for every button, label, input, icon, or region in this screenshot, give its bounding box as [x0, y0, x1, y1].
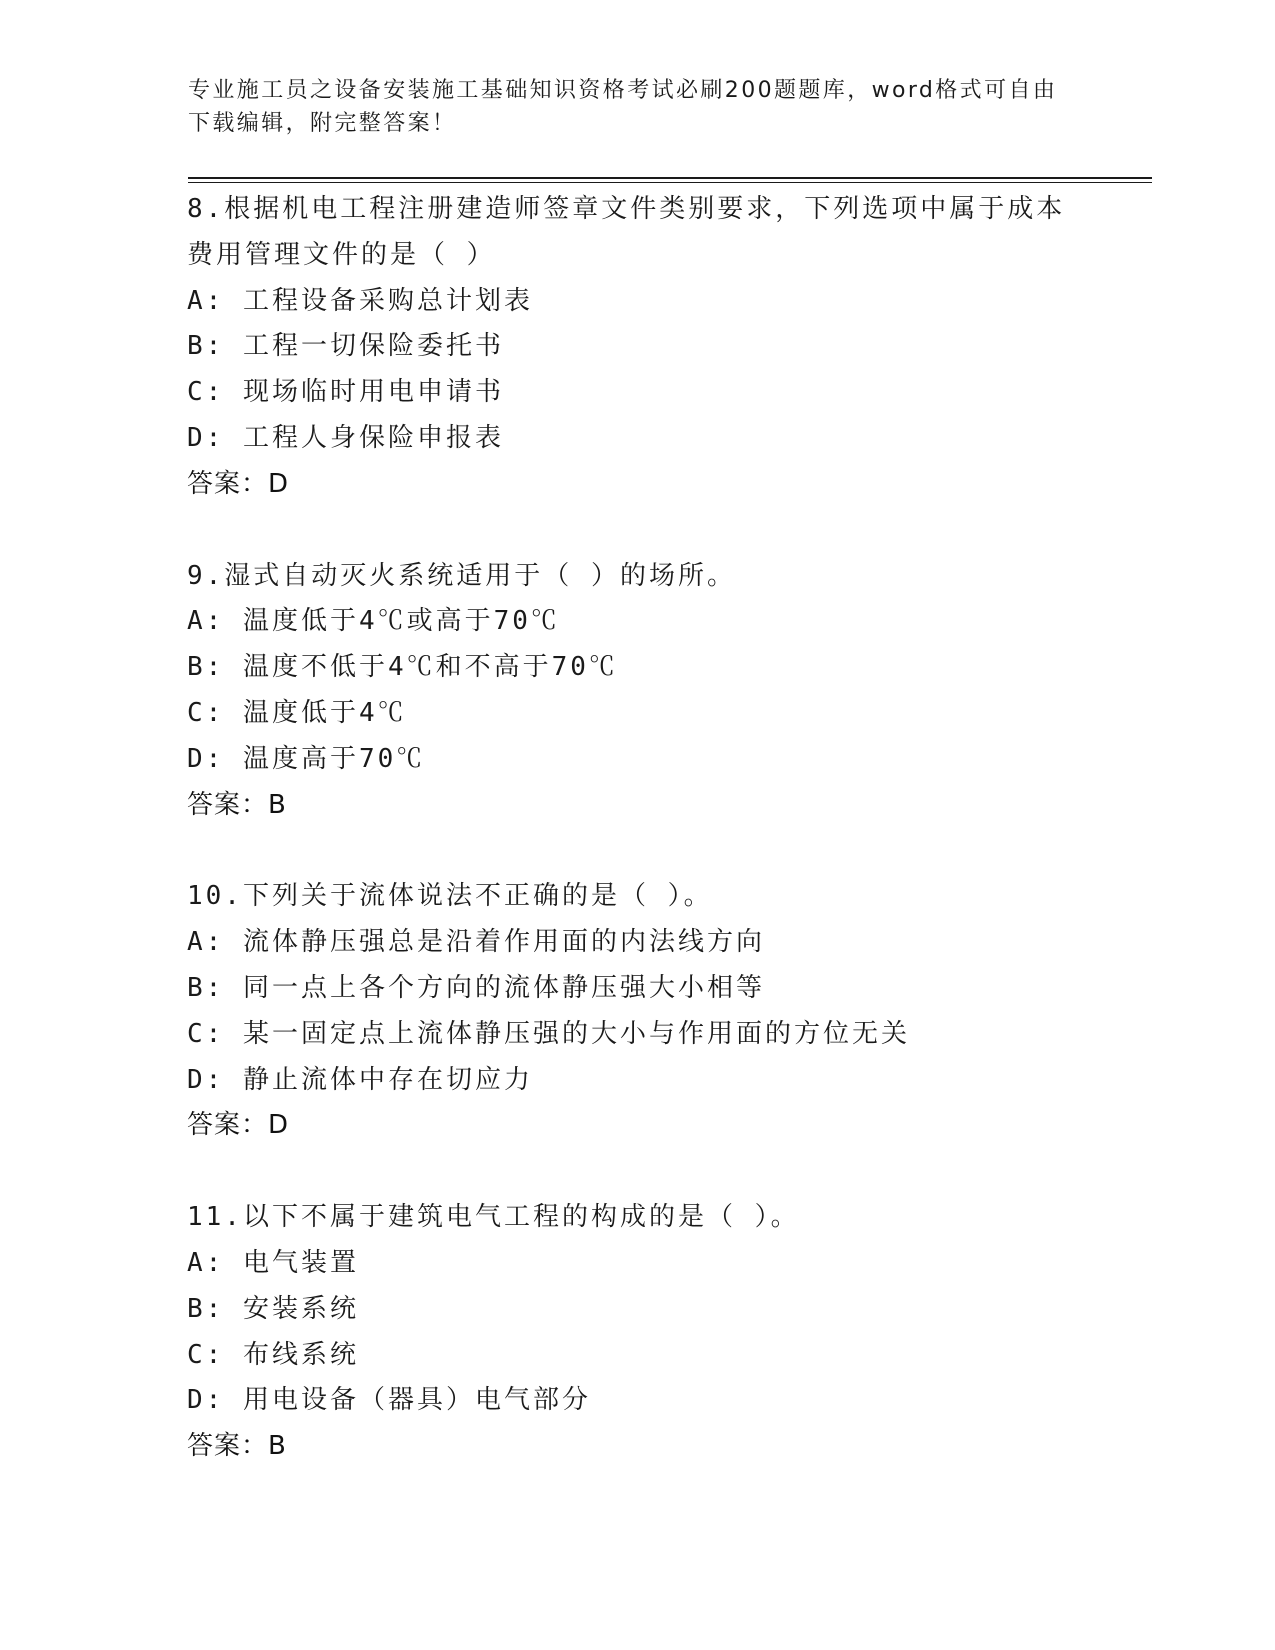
- option-d: D: 温度高于70℃: [187, 743, 426, 774]
- option-d: D: 工程人身保险申报表: [187, 422, 504, 453]
- question-stem: 8.根据机电工程注册建造师签章文件类别要求，下列选项中属于成本: [187, 194, 1066, 224]
- answer-line: 答案：B: [187, 789, 287, 820]
- option-a: A: 温度低于4℃或高于70℃: [187, 606, 560, 637]
- option-a: A: 工程设备采购总计划表: [187, 285, 533, 316]
- header-line-2: 下载编辑，附完整答案！: [188, 111, 457, 136]
- answer-line: 答案：D: [187, 1110, 290, 1141]
- option-a: A: 电气装置: [187, 1247, 359, 1278]
- option-c: C: 布线系统: [187, 1339, 359, 1370]
- option-b: B: 安装系统: [187, 1293, 359, 1324]
- option-d: D: 用电设备（器具）电气部分: [187, 1385, 591, 1416]
- question-8: [187, 187, 1087, 508]
- option-c: C: 现场临时用电申请书: [187, 377, 504, 408]
- answer-line: 答案：B: [187, 1431, 287, 1462]
- option-b: B: 同一点上各个方向的流体静压强大小相等: [187, 972, 765, 1003]
- question-stem: 10.下列关于流体说法不正确的是（ ）。: [187, 881, 713, 912]
- option-b: B: 工程一切保险委托书: [187, 331, 504, 362]
- option-b: B: 温度不低于4℃和不高于70℃: [187, 652, 618, 683]
- header-divider-thick: [188, 177, 1152, 179]
- question-stem-continued: 费用管理文件的是（ ）: [187, 239, 496, 270]
- header-line-1: 专业施工员之设备安装施工基础知识资格考试必刷200题题库，word格式可自由: [188, 78, 1058, 103]
- document-header: [188, 74, 1068, 140]
- option-a: A: 流体静压强总是沿着作用面的内法线方向: [187, 927, 765, 958]
- question-stem: 9.湿式自动灭火系统适用于（ ）的场所。: [187, 560, 736, 591]
- header-divider-thin: [188, 182, 1152, 183]
- answer-line: 答案：D: [187, 468, 290, 499]
- option-c: C: 温度低于4℃: [187, 697, 407, 728]
- question-list: [187, 187, 1087, 1516]
- question-9: [187, 554, 1087, 829]
- option-c: C: 某一固定点上流体静压强的大小与作用面的方位无关: [187, 1018, 910, 1049]
- question-11: [187, 1195, 1087, 1470]
- question-stem: 11.以下不属于建筑电气工程的构成的是（ ）。: [187, 1202, 800, 1233]
- option-d: D: 静止流体中存在切应力: [187, 1064, 533, 1095]
- question-10: [187, 874, 1087, 1149]
